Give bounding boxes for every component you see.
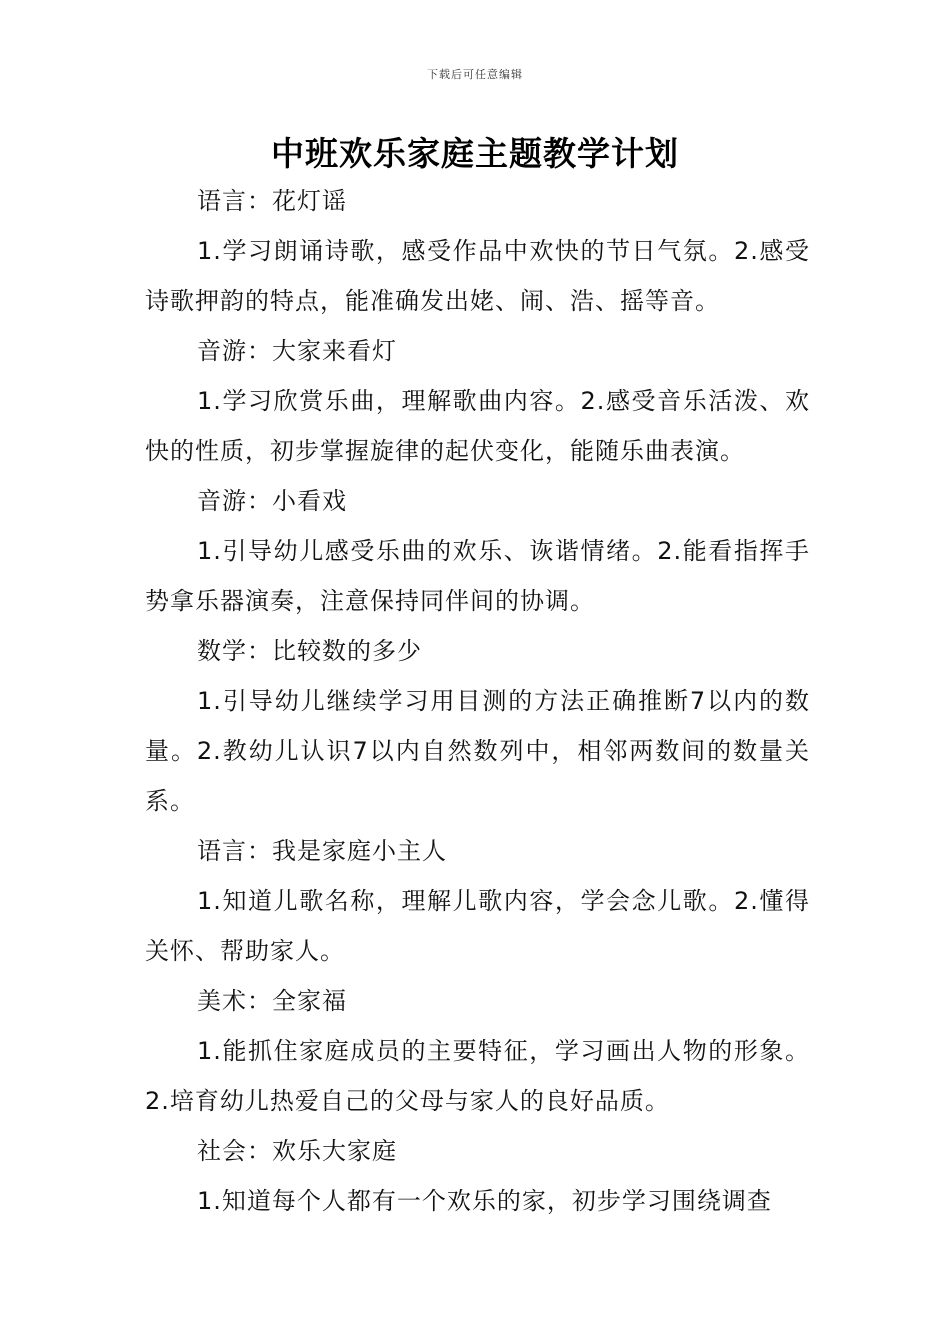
section-paragraph: 1.引导幼儿继续学习用目测的方法正确推断7以内的数量。2.教幼儿认识7以内自然数列中，相邻两数间的数量关系。 [145, 687, 810, 815]
section-paragraph: 1.学习朗诵诗歌，感受作品中欢快的节日气氛。2.感受诗歌押韵的特点，能准确发出姥、闹、浩、摇等音。 [145, 237, 810, 315]
section-paragraph: 1.能抓住家庭成员的主要特征，学习画出人物的形象。2.培育幼儿热爱自己的父母与家人的良好品质。 [145, 1037, 810, 1115]
section-paragraph: 1.引导幼儿感受乐曲的欢乐、诙谐情绪。2.能看指挥手势拿乐器演奏，注意保持同伴间的协调。 [145, 537, 810, 615]
section-heading: 语言：我是家庭小主人 [197, 837, 447, 865]
section-heading: 音游：小看戏 [197, 487, 347, 515]
section-heading: 社会：欢乐大家庭 [197, 1137, 397, 1165]
section-paragraph: 1.知道每个人都有一个欢乐的家，初步学习围绕调查 [197, 1187, 772, 1215]
section-paragraph: 1.知道儿歌名称，理解儿歌内容，学会念儿歌。2.懂得关怀、帮助家人。 [145, 887, 810, 965]
document-title: 中班欢乐家庭主题教学计划 [271, 134, 679, 173]
section-heading: 音游：大家来看灯 [197, 337, 397, 365]
section-heading: 美术：全家福 [197, 987, 347, 1015]
header-note: 下载后可任意编辑 [427, 68, 523, 81]
document-body [145, 176, 810, 1226]
section-heading: 数学：比较数的多少 [197, 637, 422, 665]
section-paragraph: 1.学习欣赏乐曲，理解歌曲内容。2.感受音乐活泼、欢快的性质，初步掌握旋律的起伏变化，能随乐曲表演。 [145, 387, 810, 465]
section-heading: 语言：花灯谣 [197, 187, 347, 215]
